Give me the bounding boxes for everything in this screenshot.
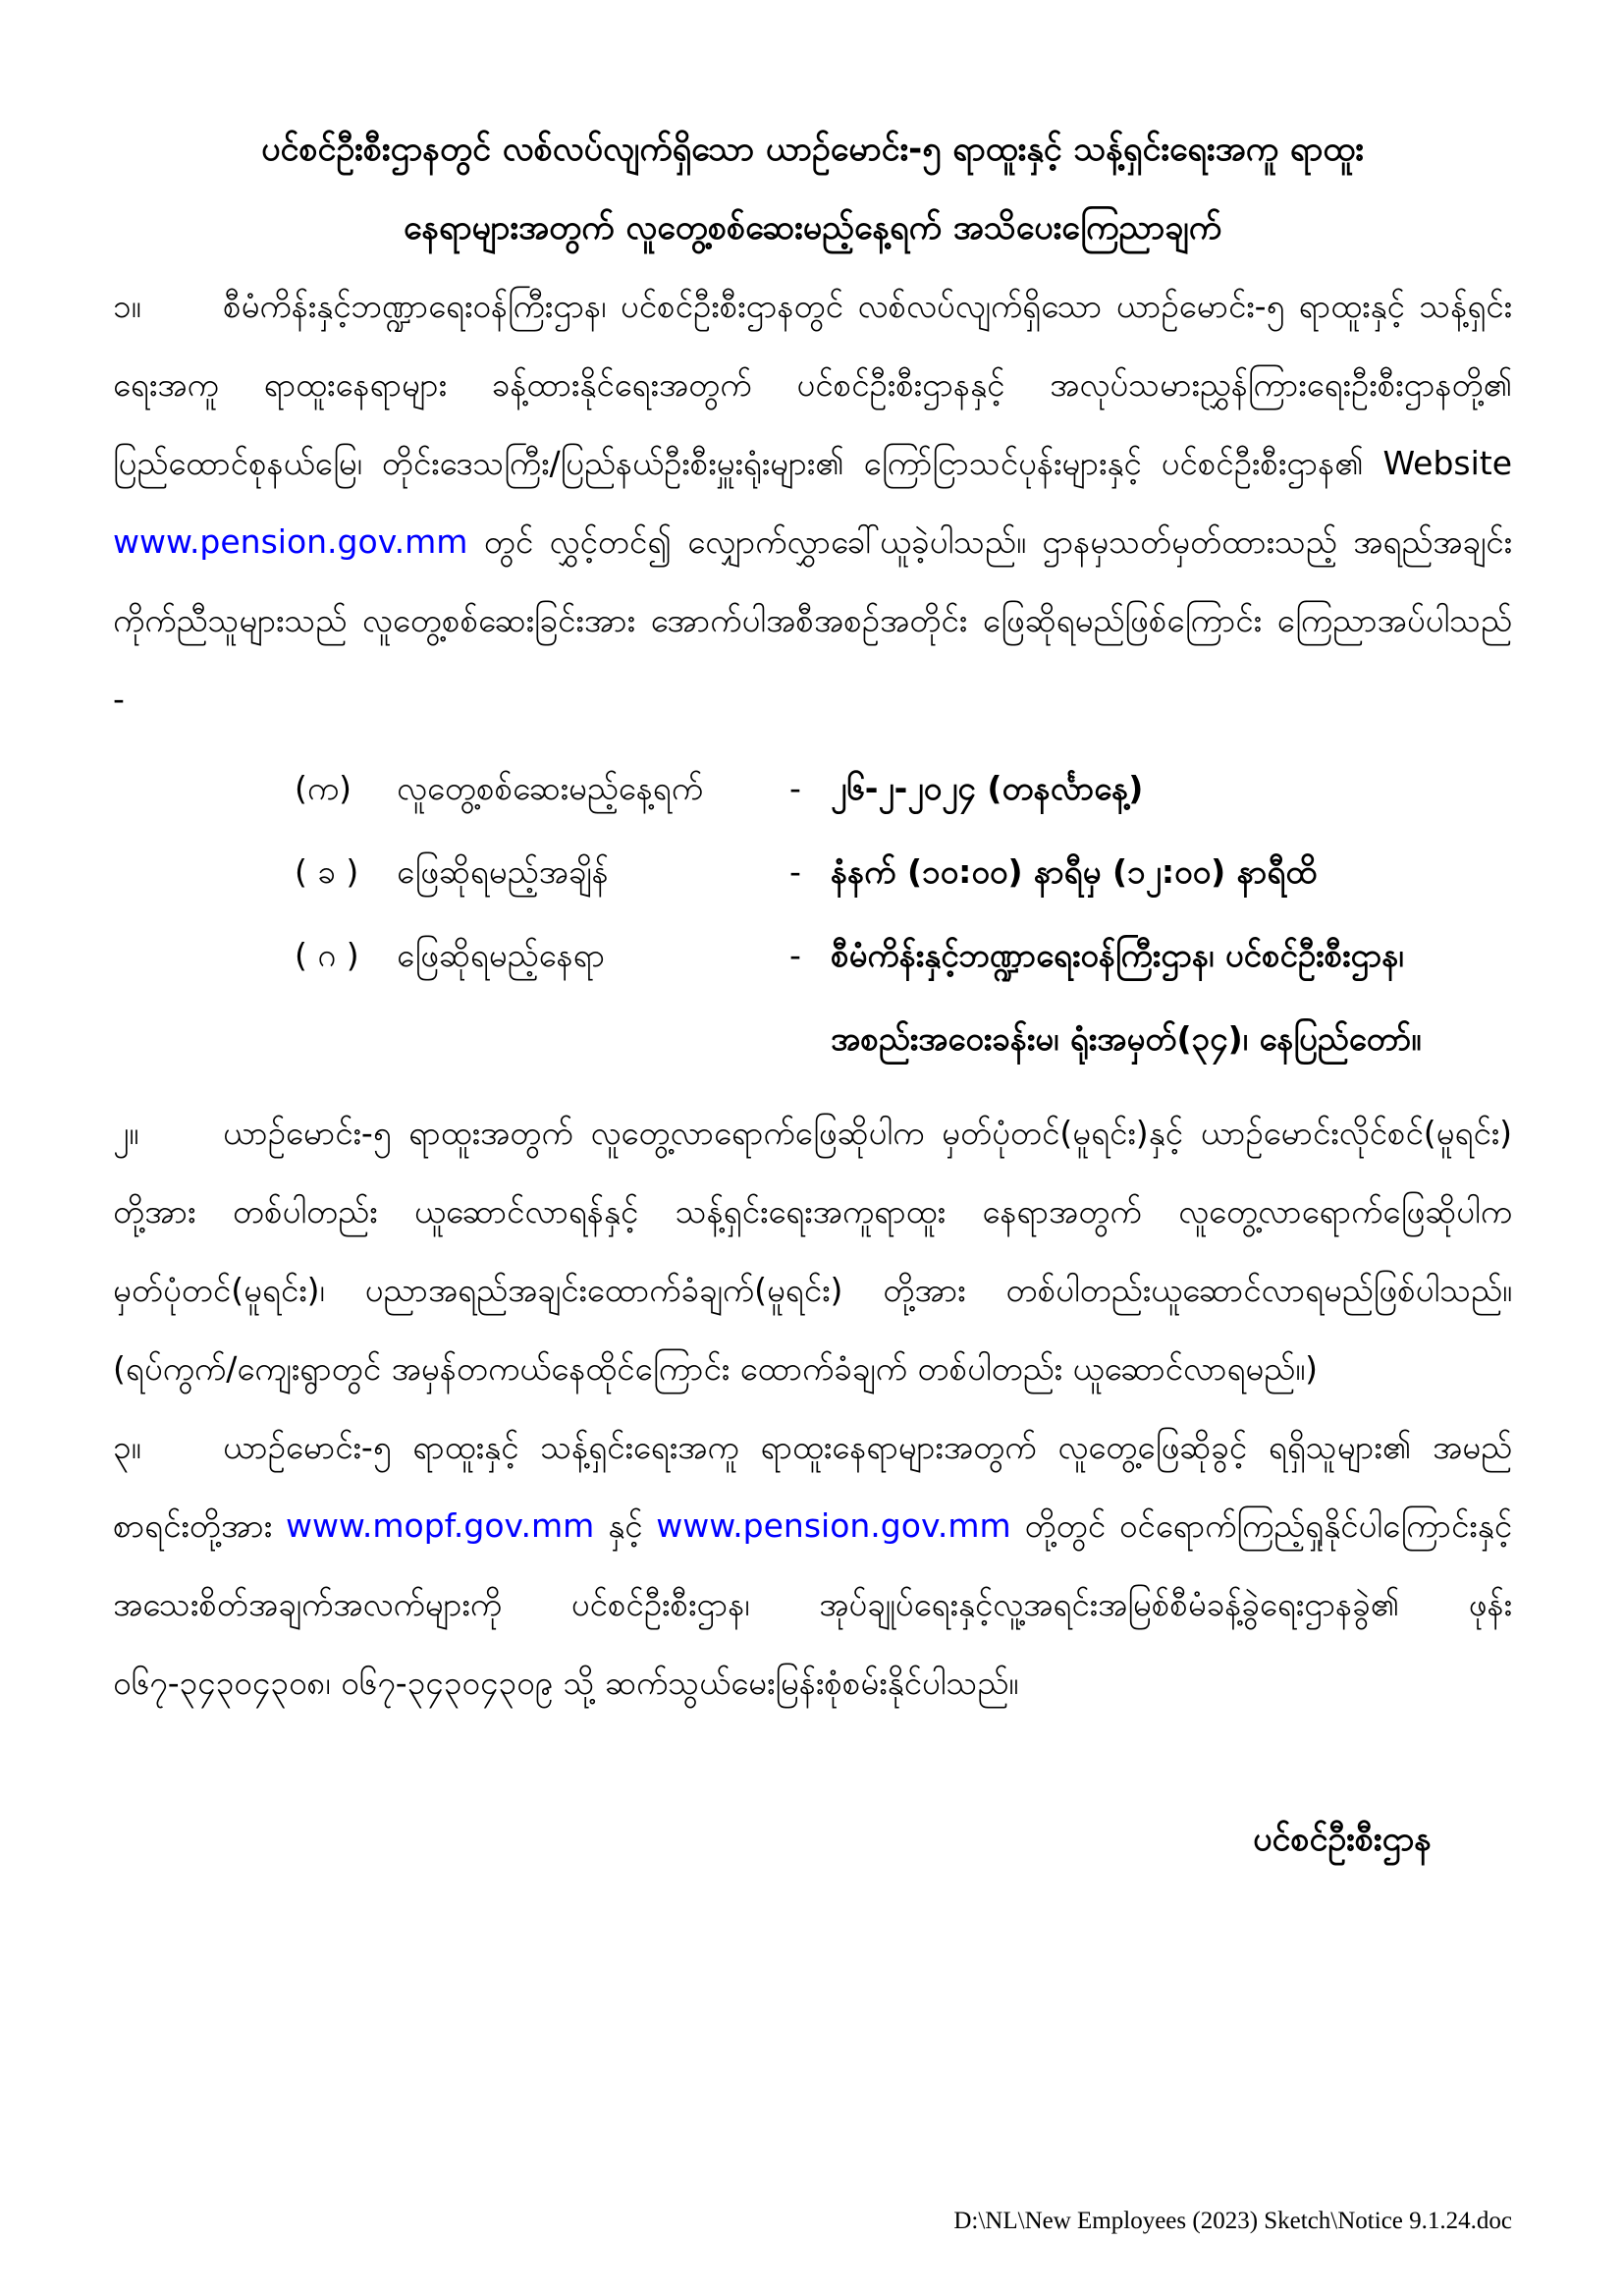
pension-website-link-2[interactable]: www.pension.gov.mm bbox=[656, 1506, 1011, 1545]
paragraph-2-text: ယာဉ်မောင်း-၅ ရာထူးအတွက် လူတွေ့လာရောက်ဖြေဆိုပါက မှတ်ပုံတင်(မူရင်း)နှင့် ယာဉ်မောင်းလိုင်စင်(မူရင်း) တို့အား တစ်ပါတည်း ယူဆောင်လာရန်နှင့် သန့်ရှင်းရေးအကူရာထူး နေရာအတွက် လူတွေ့လာရောက်ဖြေဆိုပါက မှတ်ပုံတင်(မူရင်း)၊ ပညာအရည်အချင်းထောက်ခံချက်(မူရင်း) တို့အား တစ်ပါတည်းယူဆောင်လာရမည်ဖြစ်ပါသည်။(ရပ်ကွက်/ကျေးရွာတွင် အမှန်တကယ်နေထိုင်ကြောင်း ထောက်ခံချက် တစ်ပါတည်း ယူဆောင်လာရမည်။) bbox=[113, 1114, 1512, 1388]
title-line-1: ပင်စင်ဦးစီးဌာနတွင် လစ်လပ်လျက်ရှိသော ယာဉ်မောင်း-၅ ရာထူးနှင့် သန့်ရှင်းရေးအကူ ရာထူး bbox=[261, 130, 1364, 169]
mopf-website-link[interactable]: www.mopf.gov.mm bbox=[285, 1506, 595, 1545]
paragraph-1-number: ၁။ bbox=[113, 287, 141, 325]
schedule-row-date bbox=[295, 746, 1512, 830]
title-line-2: နေရာများအတွက် လူတွေ့စစ်ဆေးမည့်နေ့ရက် အသိပေးကြေညာချက် bbox=[404, 208, 1221, 247]
schedule-row-time bbox=[295, 830, 1512, 913]
schedule-label-place: ဖြေဆိုရမည့်နေရာ bbox=[397, 936, 606, 974]
document-title bbox=[113, 110, 1512, 267]
schedule-row-place bbox=[295, 913, 1512, 997]
schedule-value-time: နံနက် (၁၀:၀၀) နာရီမှ (၁၂:၀၀) နာရီထိ bbox=[831, 852, 1318, 891]
schedule-marker-ga: ( ဂ ) bbox=[295, 936, 359, 974]
schedule-value-place-line2: အစည်းအဝေးခန်းမ၊ ရုံးအမှတ်(၃၄)၊ နေပြည်တော်။ bbox=[831, 1019, 1422, 1058]
schedule-value-place-line1: စီမံကိန်းနှင့်ဘဏ္ဍာရေးဝန်ကြီးဌာန၊ ပင်စင်ဦးစီးဌာန၊ bbox=[831, 936, 1404, 974]
schedule-marker-ka: (က) bbox=[295, 769, 352, 807]
signature-department: ပင်စင်ဦးစီးဌာန bbox=[1253, 1820, 1432, 1859]
paragraph-3 bbox=[113, 1408, 1512, 1722]
schedule-dash: - bbox=[789, 936, 801, 974]
schedule-label-time: ဖြေဆိုရမည့်အချိန် bbox=[397, 852, 609, 891]
paragraph-3-number: ၃။ bbox=[113, 1428, 141, 1466]
paragraph-2 bbox=[113, 1094, 1512, 1408]
paragraph-3-text-2: နှင့် bbox=[594, 1506, 657, 1545]
schedule-dash: - bbox=[789, 852, 801, 891]
schedule-dash: - bbox=[789, 769, 801, 807]
paragraph-3-text-1: ယာဉ်မောင်း-၅ ရာထူးနှင့် သန့်ရှင်းရေးအကူ ရာထူးနေရာများအတွက် လူတွေ့ဖြေဆိုခွင့် ရရှိသူများ၏ အမည်စာရင်းတို့အား bbox=[113, 1428, 1512, 1545]
paragraph-3-text-3: တို့တွင် ဝင်ရောက်ကြည့်ရှုနိုင်ပါကြောင်းနှင့် အသေးစိတ်အချက်အလက်များကို ပင်စင်ဦးစီးဌာန၊ အုပ်ချုပ်ရေးနှင့်လူ့အရင်းအမြစ်စီမံခန့်ခွဲရေးဌာနခွဲ၏ ဖုန်း ၀၆၇-၃၄၃၀၄၃၀၈၊ ၀၆၇-၃၄၃၀၄၃၀၉ သို့ ဆက်သွယ်မေးမြန်းစုံစမ်းနိုင်ပါသည်။ bbox=[113, 1506, 1513, 1702]
schedule-marker-kha: ( ခ ) bbox=[295, 852, 359, 891]
schedule-value-date: ၂၆-၂-၂၀၂၄ (တနင်္လာနေ့) bbox=[831, 769, 1144, 807]
footer-file-path: D:\NL\New Employees (2023) Sketch\Notice 9.1.24.doc bbox=[953, 2208, 1512, 2234]
paragraph-1-text-after-link: တွင် လွှင့်တင်၍ လျှောက်လွှာခေါ်ယူခဲ့ပါသည်။ ဌာနမှသတ်မှတ်ထားသည့် အရည်အချင်းကိုက်ညီသူများသည် လူတွေ့စစ်ဆေးခြင်းအား အောက်ပါအစီအစဉ်အတိုင်း ဖြေဆိုရမည်ဖြစ်ကြောင်း ကြေညာအပ်ပါသည် - bbox=[113, 522, 1512, 718]
paragraph-2-number: ၂။ bbox=[113, 1114, 139, 1152]
paragraph-1 bbox=[113, 267, 1512, 738]
paragraph-1-text-before-link: စီမံကိန်းနှင့်ဘဏ္ဍာရေးဝန်ကြီးဌာန၊ ပင်စင်ဦးစီးဌာနတွင် လစ်လပ်လျက်ရှိသော ယာဉ်မောင်း-၅ ရာထူးနှင့် သန့်ရှင်းရေးအကူ ရာထူးနေရာများ ခန့်ထားနိုင်ရေးအတွက် ပင်စင်ဦးစီးဌာနနှင့် အလုပ်သမားညွှန်ကြားရေးဦးစီးဌာနတို့၏ ပြည်ထောင်စုနယ်မြေ၊ တိုင်းဒေသကြီး/ပြည်နယ်ဦးစီးမှူးရုံးများ၏ ကြော်ငြာသင်ပုန်းများနှင့် ပင်စင်ဦးစီးဌာန၏ Website bbox=[113, 287, 1512, 482]
schedule-label-date: လူတွေ့စစ်ဆေးမည့်နေ့ရက် bbox=[397, 769, 704, 807]
pension-website-link[interactable]: www.pension.gov.mm bbox=[113, 522, 468, 561]
interview-schedule-list bbox=[295, 746, 1512, 1080]
